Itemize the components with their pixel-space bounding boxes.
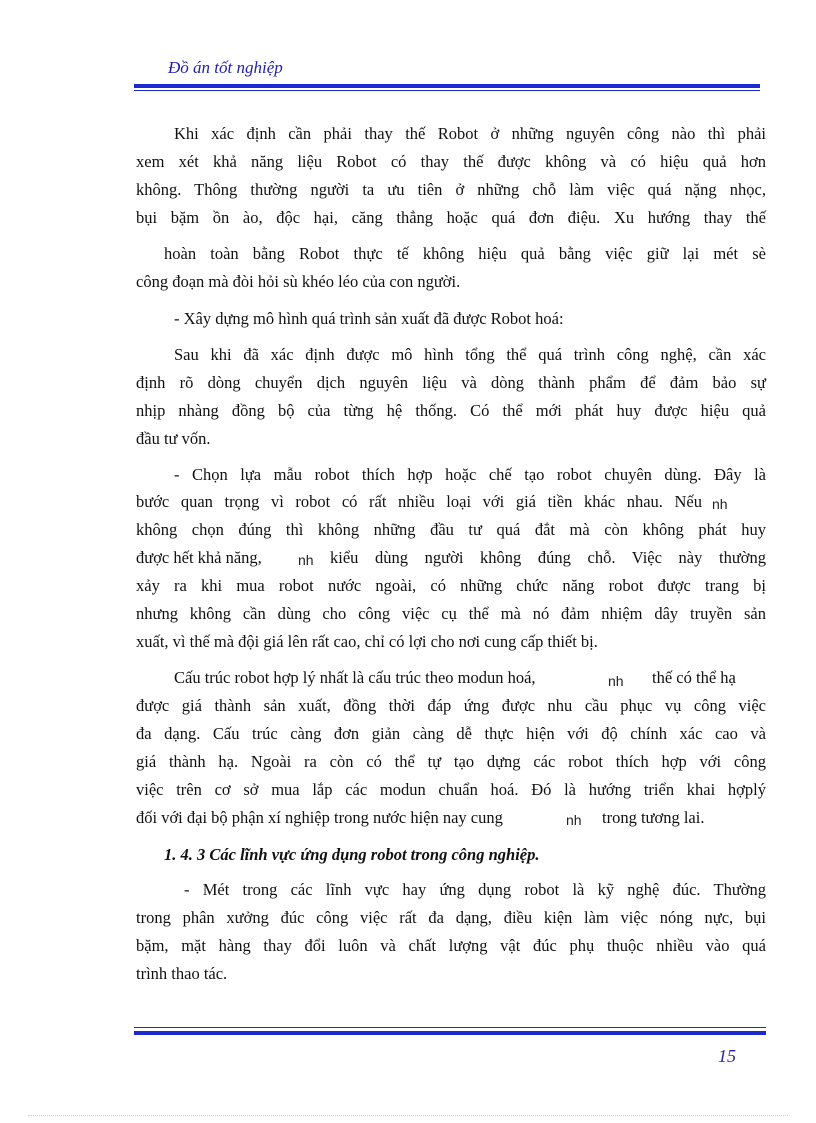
- stray-fragment: nh: [566, 812, 582, 828]
- text-line: việc trên cơ sở mua lắp các modun chuẩn hoá. Đó là hướng triển khai hợplý: [136, 780, 766, 799]
- text-line: Cấu trúc robot hợp lý nhất là cấu trúc theo modun hoá,: [174, 668, 536, 687]
- text-line: bước quan trọng vì robot có rất nhiều loại với giá tiền khác nhau. Nếu: [136, 492, 702, 511]
- text-line: nhưng không cần dùng cho công việc cụ thể mà nó đảm nhiệm dây truyền sản: [136, 604, 766, 623]
- text-line: bụi bặm ồn ào, độc hại, căng thẳng hoặc quá đơn điệu. Xu hướng thay thế: [136, 208, 766, 227]
- text-line: đối với đại bộ phận xí nghiệp trong nước hiện nay cung: [136, 808, 503, 827]
- text-line: xảy ra khi mua robot nước ngoài, có những chức năng robot được trang bị: [136, 576, 766, 595]
- header-rule: [134, 84, 760, 88]
- text-line: thế có thể hạ: [652, 668, 736, 687]
- text-line: trình thao tác.: [136, 964, 228, 983]
- text-line: xuất, vì thế mà đội giá lên rất cao, chỉ có lợi cho nơi cung cấp thiết bị.: [136, 632, 598, 651]
- text-line: không. Thông thường người ta ưu tiên ở những chỗ làm việc quá nặng nhọc,: [136, 180, 766, 199]
- text-line: xem xét khả năng liệu Robot có thay thế được không và có hiệu quả hơn: [136, 152, 766, 171]
- text-line: hoàn toàn bằng Robot thực tế không hiệu quả bằng việc giữ lại mét sè: [164, 244, 766, 263]
- footer-rule: [134, 1031, 766, 1035]
- footer-rule-thin: [134, 1027, 766, 1028]
- text-line: - Xây dựng mô hình quá trình sản xuất đã được Robot hoá:: [174, 309, 564, 328]
- text-line: giá thành hạ. Ngoài ra còn có thể tự tạo dựng các robot thích hợp với công: [136, 752, 766, 771]
- text-line: trong tương lai.: [602, 808, 705, 827]
- text-line: Khi xác định cần phải thay thế Robot ở những nguyên công nào thì phải: [174, 124, 766, 143]
- header-rule-thin: [134, 90, 760, 91]
- text-line: Sau khi đã xác định được mô hình tổng thể quá trình công nghệ, cần xác: [174, 345, 766, 364]
- stray-fragment: nh: [608, 673, 624, 689]
- text-line: bặm, mặt hàng thay đổi luôn và chất lượng vật đúc phụ thuộc nhiều vào quá: [136, 936, 766, 955]
- text-line: đa dạng. Cấu trúc càng đơn giản càng dễ thực hiện với độ chính xác cao và: [136, 724, 766, 743]
- text-line: công đoạn mà đòi hỏi sù khéo léo của con người.: [136, 272, 461, 291]
- stray-fragment: nh: [298, 552, 314, 568]
- text-line: trong phân xưởng đúc công việc rất đa dạng, điều kiện làm việc nóng nực, bụi: [136, 908, 766, 927]
- text-line: - Chọn lựa mẫu robot thích hợp hoặc chế tạo robot chuyên dùng. Đây là: [174, 465, 766, 484]
- text-line: đầu tư vốn.: [136, 429, 211, 448]
- page-number: 15: [718, 1046, 736, 1066]
- section-heading: 1. 4. 3 Các lĩnh vực ứng dụng robot trong công nghiệp.: [164, 845, 540, 864]
- text-line: kiểu dùng người không đúng chỗ. Việc này thường: [330, 548, 766, 567]
- text-line: định rõ dòng chuyển dịch nguyên liệu và dòng thành phẩm để đảm bảo sự: [136, 373, 766, 392]
- text-line: được giá thành sản xuất, đồng thời đáp ứng được nhu cầu phục vụ công việc: [136, 696, 766, 715]
- text-line: được hết khả năng,: [136, 548, 262, 567]
- text-line: không chọn đúng thì không những đầu tư quá đắt mà còn không phát huy: [136, 520, 766, 539]
- stray-fragment: nh: [712, 496, 728, 512]
- text-line: - Mét trong các lĩnh vực hay ứng dụng robot là kỹ nghệ đúc. Thường: [184, 880, 766, 899]
- text-line: nhịp nhàng đồng bộ của từng hệ thống. Có thể mới phát huy được hiệu quả: [136, 401, 766, 420]
- document-header-title: Đồ án tốt nghiệp: [168, 58, 283, 77]
- page-edge-divider: [28, 1115, 788, 1116]
